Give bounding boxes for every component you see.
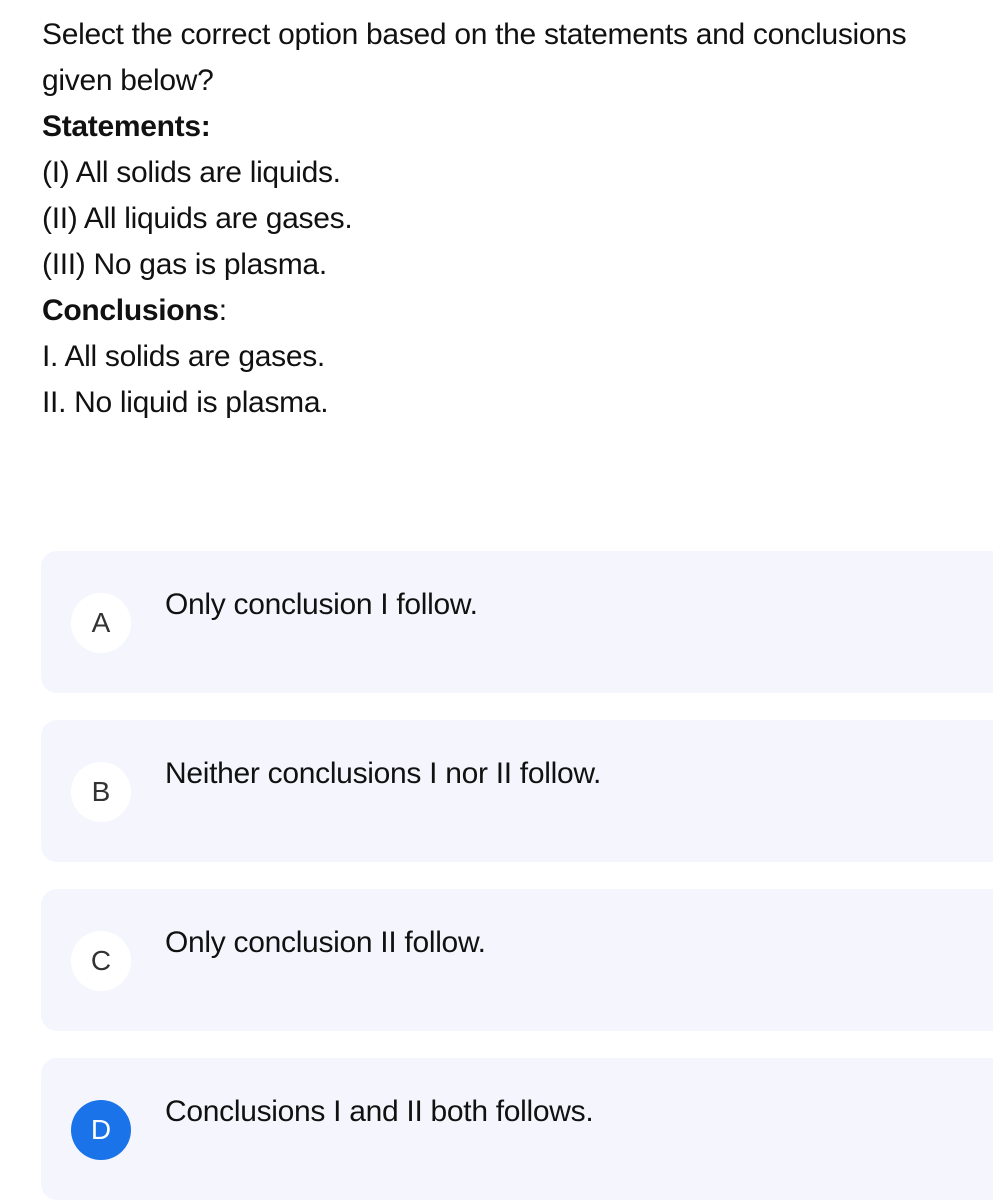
conclusion-2: II. No liquid is plasma. bbox=[42, 386, 329, 419]
question-prompt: Select the correct option based on the statements and conclusions bbox=[42, 18, 907, 51]
option-d[interactable] bbox=[41, 1058, 993, 1200]
conclusions-heading bbox=[42, 288, 982, 334]
statement-1: (I) All solids are liquids. bbox=[42, 156, 341, 189]
statement-3: (III) No gas is plasma. bbox=[42, 248, 327, 281]
option-b[interactable] bbox=[41, 720, 993, 862]
option-a[interactable] bbox=[41, 551, 993, 693]
statement-2: (II) All liquids are gases. bbox=[42, 202, 353, 235]
statements-heading: Statements: bbox=[42, 110, 211, 143]
conclusions-heading-label: Conclusions bbox=[42, 294, 219, 327]
option-c[interactable] bbox=[41, 889, 993, 1031]
option-letter-badge-selected: D bbox=[71, 1100, 131, 1160]
question-prompt-continued: given below? bbox=[42, 64, 214, 97]
conclusion-1: I. All solids are gases. bbox=[42, 340, 325, 373]
option-letter-badge: A bbox=[71, 593, 131, 653]
option-text: Neither conclusions I nor II follow. bbox=[165, 757, 602, 790]
option-letter-badge: B bbox=[71, 762, 131, 822]
conclusions-colon: : bbox=[218, 294, 227, 327]
option-letter-badge: C bbox=[71, 931, 131, 991]
option-text: Only conclusion II follow. bbox=[165, 926, 486, 959]
option-text: Only conclusion I follow. bbox=[165, 588, 478, 621]
question bbox=[42, 12, 982, 426]
option-text: Conclusions I and II both follows. bbox=[165, 1095, 594, 1128]
